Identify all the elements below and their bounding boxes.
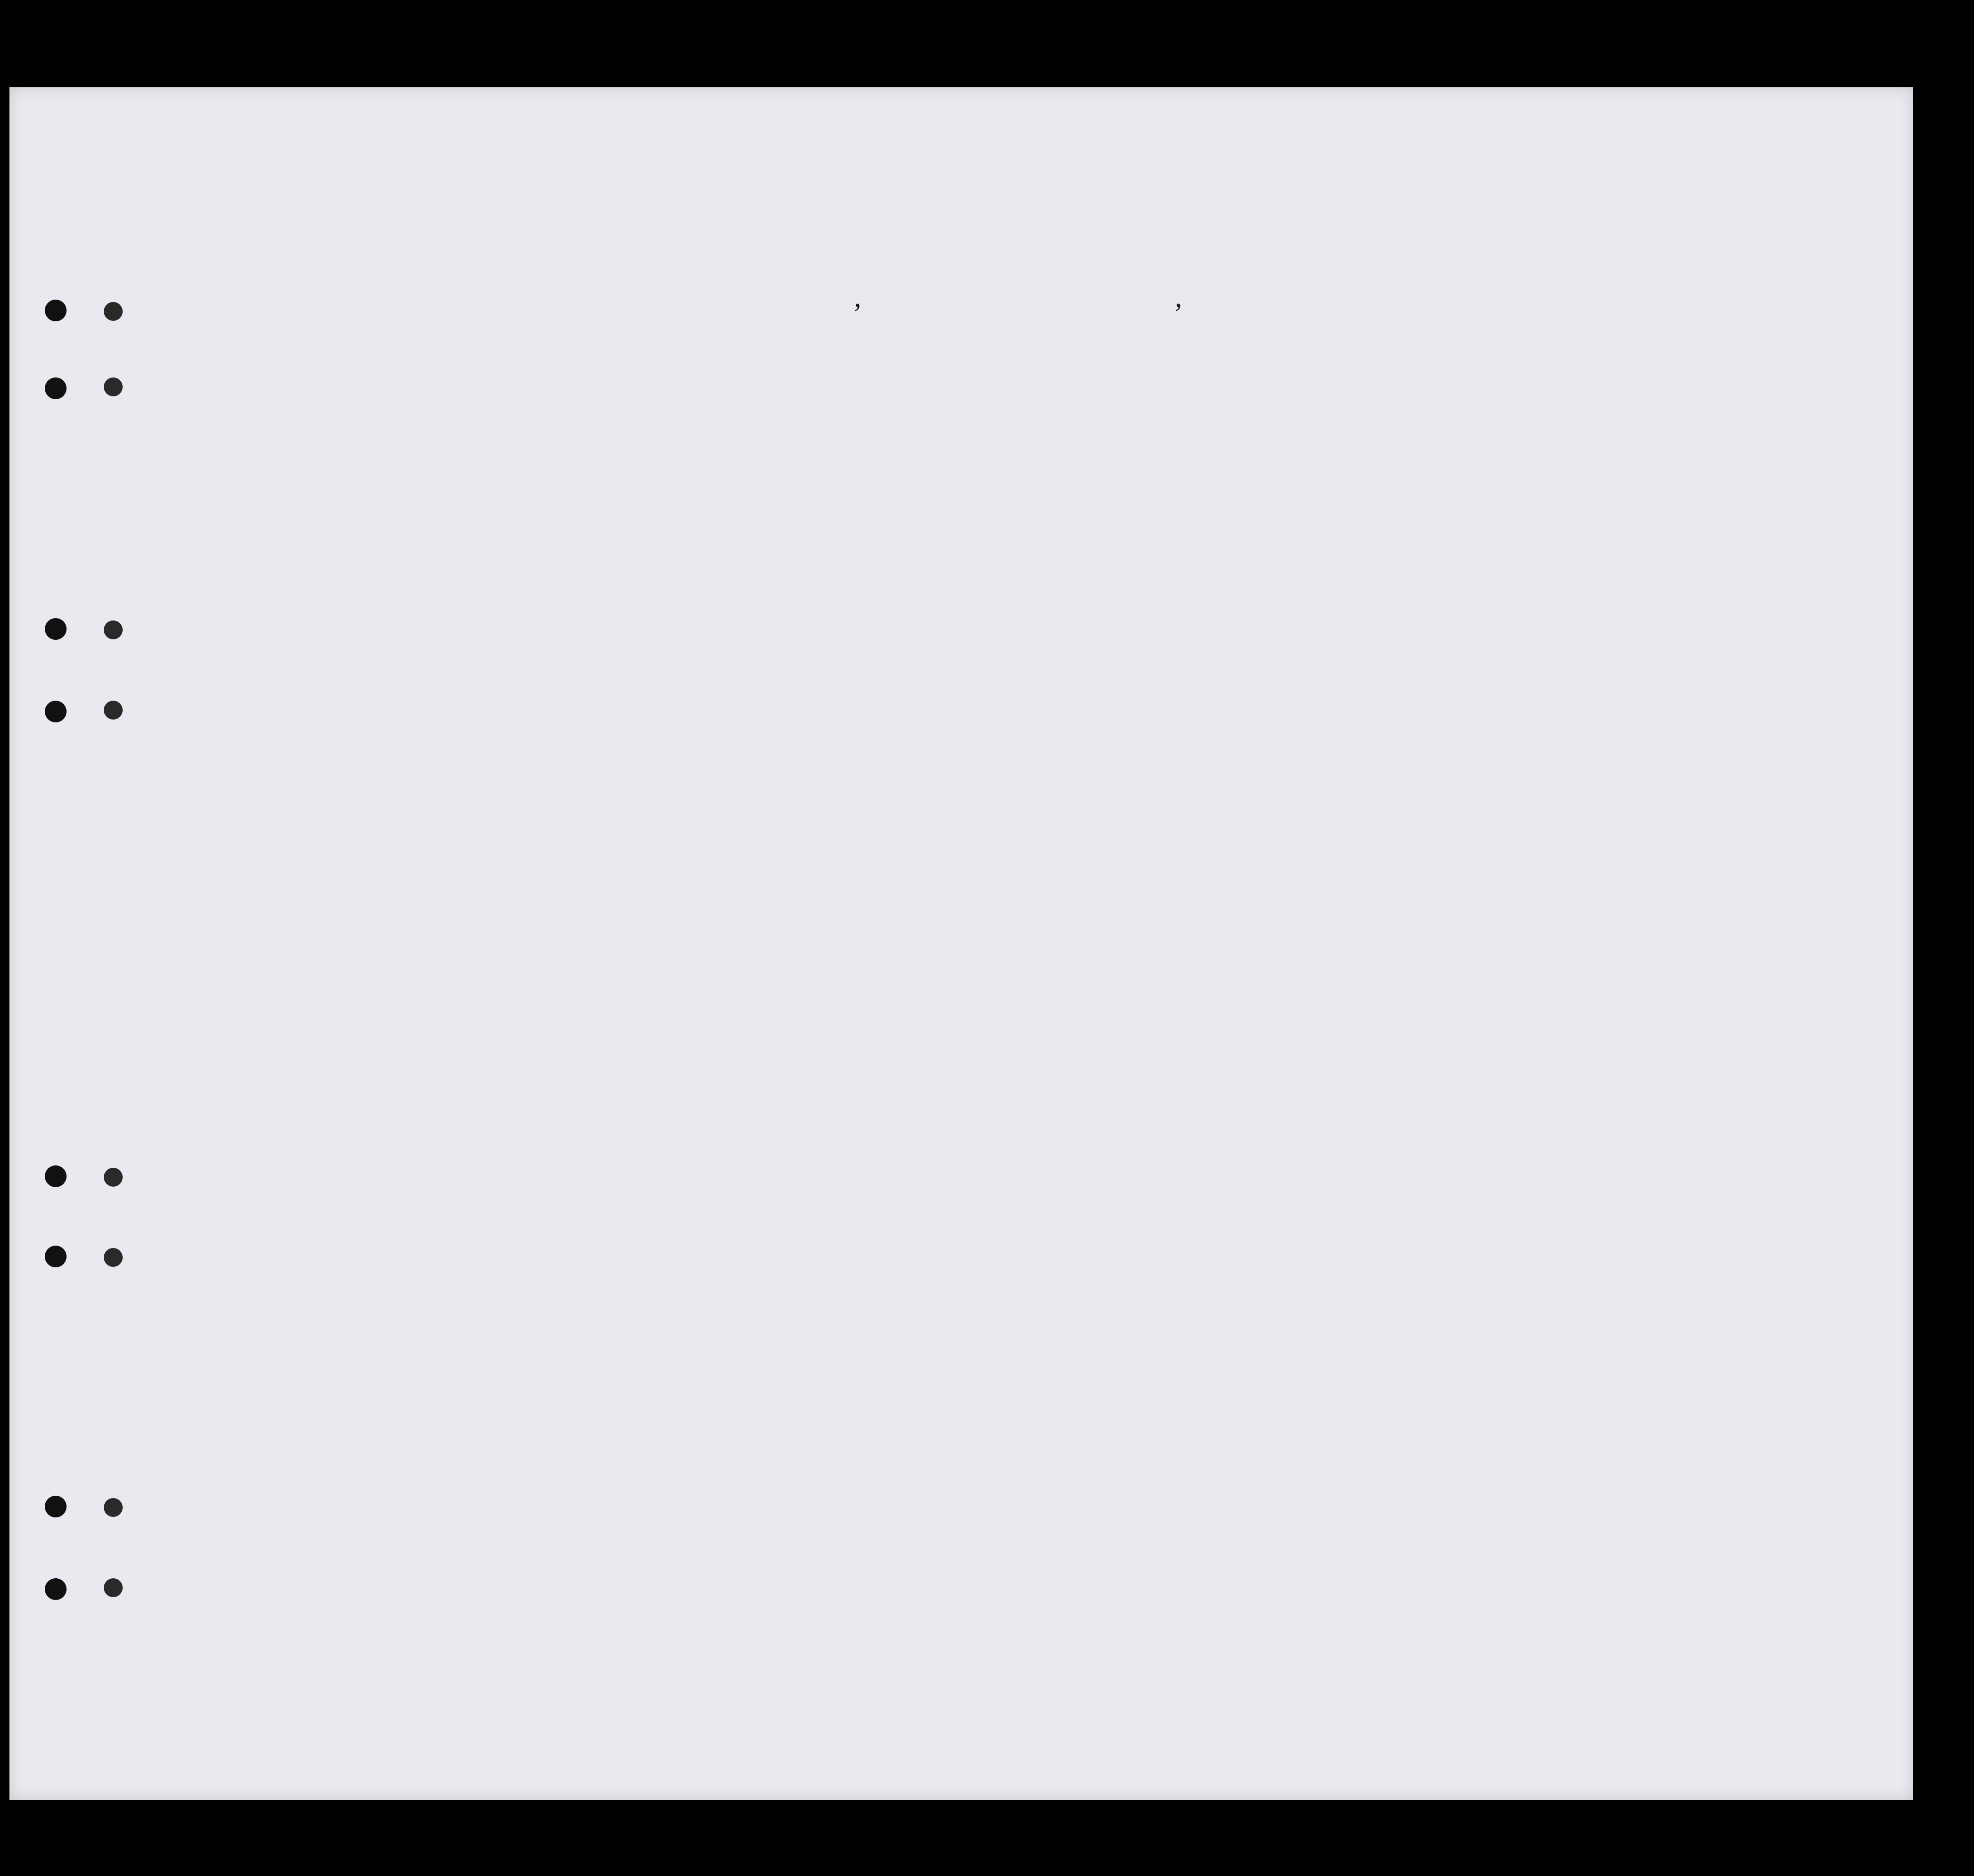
header-possession-50 [713, 373, 736, 486]
header-q25 [1264, 373, 1293, 491]
header-feet [1601, 465, 1614, 493]
header-anarchist [1329, 377, 1343, 486]
header-ticket [595, 373, 618, 486]
comma-1: , [854, 281, 862, 313]
header-q29 [1397, 373, 1430, 491]
header-purpose-b [1194, 396, 1217, 491]
header-polygamist [1306, 377, 1320, 486]
comma-2: , [1175, 281, 1182, 313]
header-purpose-c [1229, 396, 1253, 491]
header-purpose-a [1153, 396, 1181, 491]
header-q30 [1441, 373, 1458, 491]
header-q28 [1349, 373, 1387, 491]
header-q31 [1465, 373, 1481, 491]
header-inches [1622, 455, 1635, 493]
